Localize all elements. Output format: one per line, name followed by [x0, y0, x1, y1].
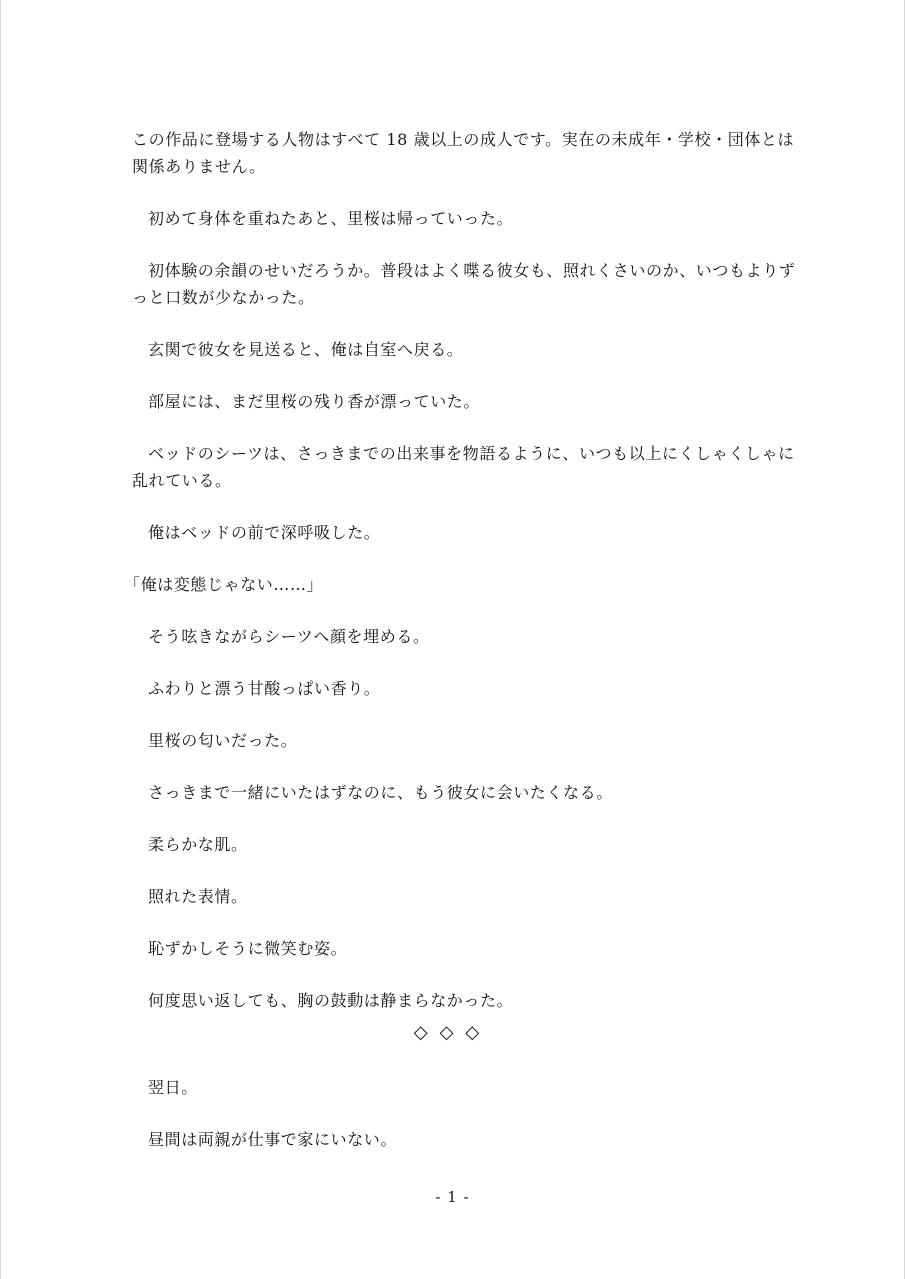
paragraph: ふわりと漂う甘酸っぱい香り。 [148, 679, 381, 698]
paragraph: 翌日。 [148, 1078, 198, 1097]
paragraph: 何度思い返しても、胸の鼓動は静まらなかった。 [148, 991, 514, 1010]
paragraph: 昼間は両親が仕事で家にいない。 [148, 1130, 398, 1149]
paragraph: 初体験の余韻のせいだろうか。普段はよく喋る彼女も、照れくさいのか、いつもよりず [148, 261, 796, 280]
paragraph-continuation: 乱れている。 [132, 471, 232, 490]
paragraph: 照れた表情。 [148, 887, 248, 906]
paragraph-continuation: っと口数が少なかった。 [132, 288, 315, 307]
paragraph: 俺はベッドの前で深呼吸した。 [148, 523, 381, 542]
paragraph: 里桜の匂いだった。 [148, 731, 298, 750]
paragraph: 初めて身体を重ねたあと、里桜は帰っていった。 [148, 209, 514, 228]
disclaimer-line: この作品に登場する人物はすべて 18 歳以上の成人です。実在の未成年・学校・団体とは [132, 130, 795, 149]
scene-separator: ◇◇◇ [413, 1022, 492, 1043]
paragraph: そう呟きながらシーツへ顔を埋める。 [148, 627, 430, 646]
document-body [124, 126, 796, 1014]
document-body-continued [132, 1074, 788, 1153]
page-edge-left [0, 0, 1, 1279]
dialogue-line: 「俺は変態じゃない……」 [124, 575, 324, 594]
paragraph: 柔らかな肌。 [148, 835, 248, 854]
paragraph: 玄関で彼女を見送ると、俺は自室へ戻る。 [148, 340, 464, 359]
disclaimer-line: 関係ありません。 [132, 157, 266, 176]
paragraph: さっきまで一緒にいたはずなのに、もう彼女に会いたくなる。 [148, 783, 613, 802]
paragraph: ベッドのシーツは、さっきまでの出来事を物語るように、いつも以上にくしゃくしゃに [148, 444, 795, 463]
paragraph: 恥ずかしそうに微笑む姿。 [148, 939, 348, 958]
paragraph: 部屋には、まだ里桜の残り香が漂っていた。 [148, 392, 481, 411]
page-number: - 1 - [435, 1188, 470, 1206]
